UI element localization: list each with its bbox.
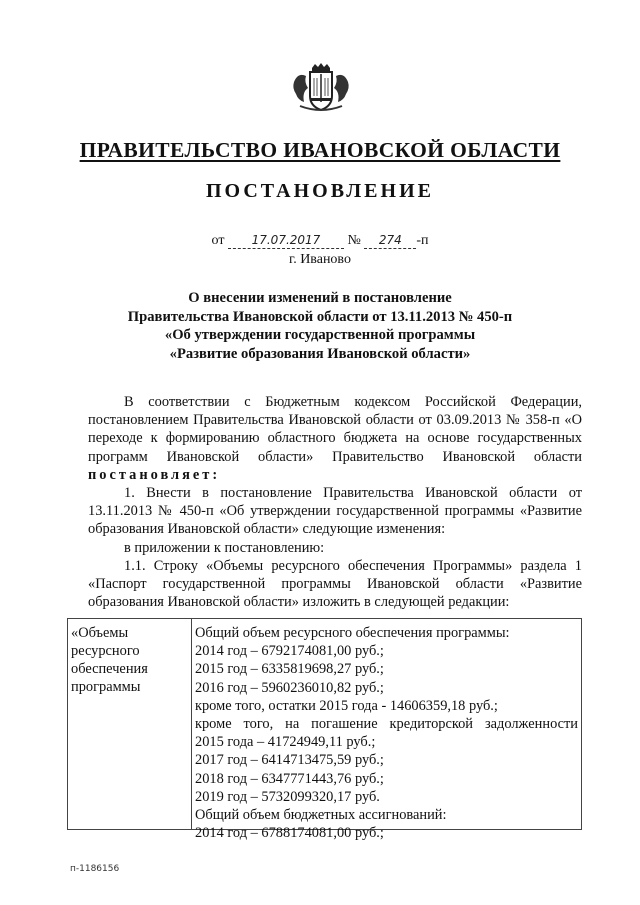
table-line: 2014 год – 6788174081,00 руб.;	[195, 825, 384, 842]
resource-table	[67, 618, 582, 842]
appendix-paragraph: в приложении к постановлению:	[124, 539, 325, 556]
table-line: 2015 года – 41724949,11 руб.;	[195, 734, 376, 751]
decree-word: постановляет	[88, 466, 213, 483]
document-type: ПОСТАНОВЛЕНИЕ	[206, 180, 434, 202]
table-line: Общий объем бюджетных ассигнований:	[195, 807, 447, 824]
table-line: 2018 год – 6347771443,76 руб.;	[195, 770, 384, 787]
table-label-cell	[68, 619, 192, 829]
label-line: программы	[71, 679, 141, 695]
label-line: «Объемы	[71, 625, 129, 641]
date-number-line	[0, 233, 640, 249]
document-body	[88, 393, 582, 611]
subject-line: «Развитие образования Ивановской области»	[169, 345, 471, 362]
subject-line: Правительства Ивановской области от 13.11.2013 № 450-п	[127, 308, 513, 325]
table-value-cell	[192, 619, 581, 842]
subject-line: О внесении изменений в постановление	[188, 290, 452, 306]
item-1-paragraph: 1. Внести в постановление Правительства Ивановской области от 13.11.2013 № 450-п «Об утверждении государственной программы «Развитие образования Ивановской области» следующие изменения:	[88, 485, 582, 538]
document-date: 17.07.2017	[228, 233, 344, 249]
table-line: 2014 год – 6792174081,00 руб.;	[195, 643, 384, 660]
preamble-paragraph	[88, 393, 582, 484]
number-prefix: №	[347, 233, 361, 248]
document-subject	[0, 289, 640, 363]
decree-colon: :	[212, 466, 218, 483]
government-title	[0, 138, 640, 163]
coat-of-arms-icon	[290, 62, 352, 114]
table-line: 2019 год – 5732099320,17 руб.	[195, 788, 380, 805]
table-line: Общий объем ресурсного обеспечения программы:	[195, 625, 510, 641]
date-prefix: от	[211, 233, 225, 248]
label-line: ресурсного	[71, 643, 140, 659]
table-line: 2017 год – 6414713475,59 руб.;	[195, 752, 384, 769]
item-1-1-paragraph: 1.1. Строку «Объемы ресурсного обеспечения Программы» раздела 1 «Паспорт государственной программы Ивановской области «Развитие образования Ивановской области» изложить в следующей редакции:	[88, 557, 582, 611]
table-line: кроме того, на погашение кредиторской задолженности	[195, 716, 578, 733]
table-line: 2016 год – 5960236010,82 руб.;	[195, 679, 384, 696]
label-line: обеспечения	[71, 661, 148, 677]
table-line: кроме того, остатки 2015 года - 14606359,18 руб.;	[195, 697, 498, 714]
government-title-text: ПРАВИТЕЛЬСТВО ИВАНОВСКОЙ ОБЛАСТИ	[79, 138, 561, 162]
footer-code: п-1186156	[70, 864, 120, 874]
table-line: 2015 год – 6335819698,27 руб.;	[195, 661, 384, 678]
document-number: 274	[364, 233, 416, 249]
preamble-text: В соответствии с Бюджетным кодексом Российской Федерации, постановлением Правительства Ивановской области от 03.09.2013 № 358-п «О переходе к формированию областного бюджета на основе государственных программ Ивановской области» Правительство Ивановской области	[88, 394, 582, 465]
city: г. Иваново	[289, 252, 351, 267]
number-suffix: -п	[416, 233, 429, 248]
subject-line: «Об утверждении государственной программы	[164, 327, 476, 343]
